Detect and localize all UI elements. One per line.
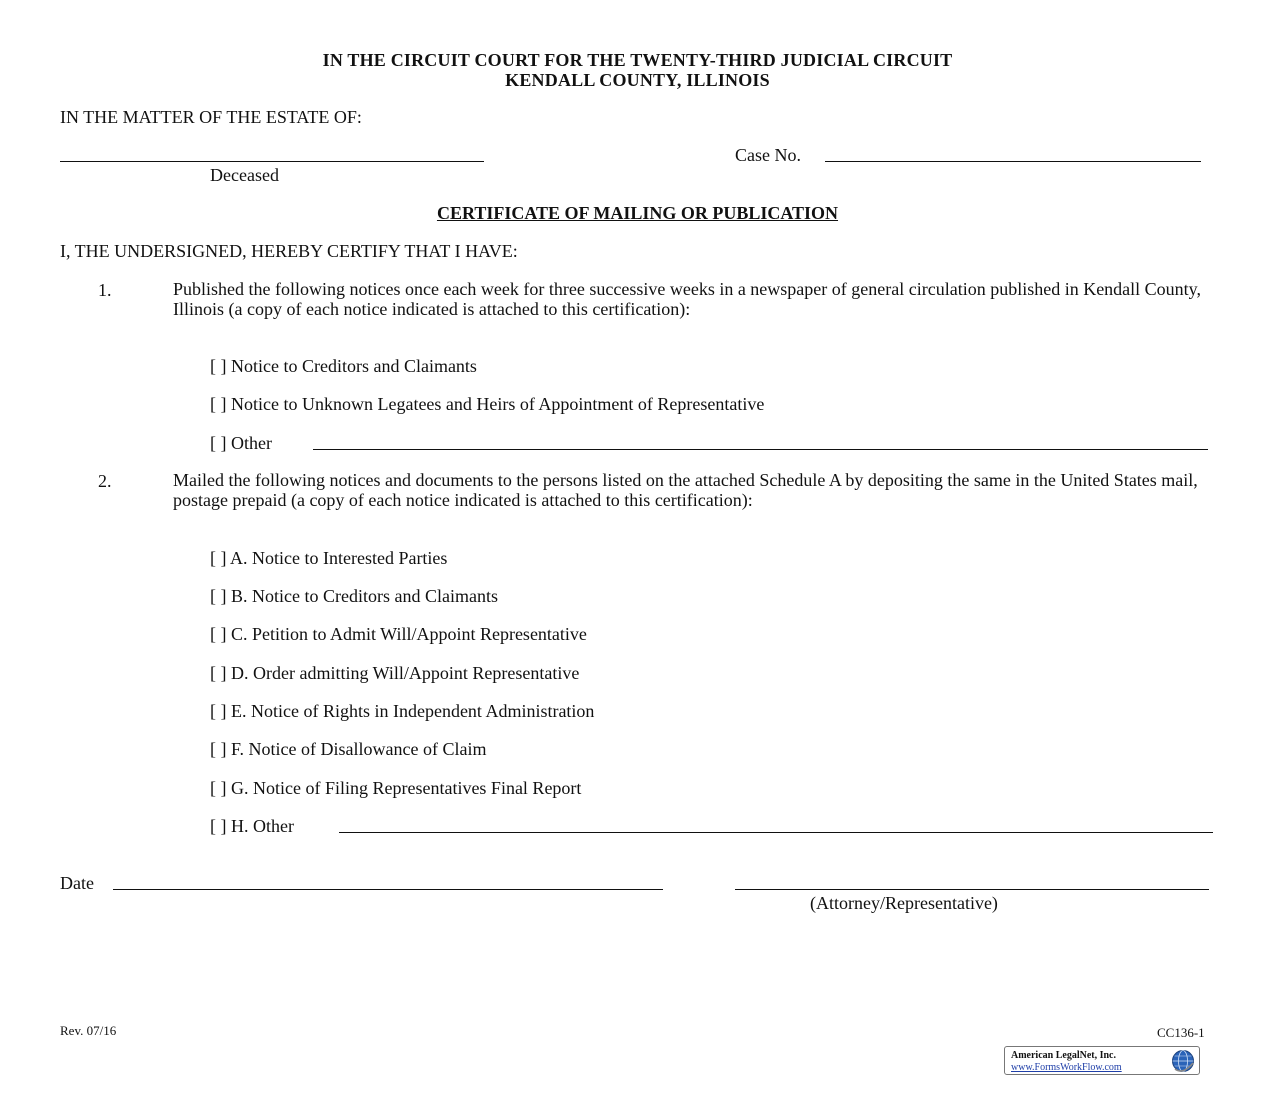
decedent-name-field[interactable] — [60, 161, 484, 162]
option-notice-unknown-legatees[interactable]: [ ] Notice to Unknown Legatees and Heirs of Appointment of Representative — [210, 394, 765, 414]
option-g-final-report[interactable]: [ ] G. Notice of Filing Representatives Final Report — [210, 778, 582, 798]
option-h-other-mailed[interactable]: [ ] H. Other — [210, 816, 294, 836]
date-field[interactable] — [113, 889, 663, 890]
attorney-representative-label: (Attorney/Representative) — [810, 893, 998, 913]
section-1-number: 1. — [98, 280, 112, 300]
document-title: CERTIFICATE OF MAILING OR PUBLICATION — [436, 203, 839, 223]
vendor-name: American LegalNet, Inc. — [1011, 1050, 1116, 1061]
section-1-text: Published the following notices once each week for three successive weeks in a newspaper of general circulation published in Kendall County, Illinois (a copy of each notice indicated is attached to this certification): — [173, 279, 1202, 319]
vendor-logo[interactable] — [1004, 1046, 1200, 1075]
option-f-disallowance-claim[interactable]: [ ] F. Notice of Disallowance of Claim — [210, 739, 487, 759]
revision-label: Rev. 07/16 — [60, 1023, 117, 1038]
case-no-label: Case No. — [735, 145, 801, 165]
section-2-number: 2. — [98, 471, 112, 491]
section-2-text: Mailed the following notices and documents to the persons listed on the attached Schedule A by depositing the same in the United States mail, postage prepaid (a copy of each notice indicated is attached to this certification): — [173, 470, 1198, 510]
date-label: Date — [60, 873, 94, 893]
option-b-creditors-claimants[interactable]: [ ] B. Notice to Creditors and Claimants — [210, 586, 498, 606]
option-e-rights-independent-admin[interactable]: [ ] E. Notice of Rights in Independent Administration — [210, 701, 595, 721]
other-mailed-field[interactable] — [339, 832, 1213, 833]
option-notice-creditors-claimants[interactable]: [ ] Notice to Creditors and Claimants — [210, 356, 477, 376]
county-heading: KENDALL COUNTY, ILLINOIS — [505, 70, 770, 90]
option-other-published[interactable]: [ ] Other — [210, 433, 272, 453]
signature-line[interactable] — [735, 889, 1209, 890]
form-code: CC136-1 — [1157, 1025, 1205, 1040]
option-c-petition-admit-will[interactable]: [ ] C. Petition to Admit Will/Appoint Representative — [210, 624, 587, 644]
option-d-order-admitting-will[interactable]: [ ] D. Order admitting Will/Appoint Representative — [210, 663, 580, 683]
certify-statement: I, THE UNDERSIGNED, HEREBY CERTIFY THAT I HAVE: — [60, 241, 518, 261]
other-published-field[interactable] — [313, 449, 1208, 450]
case-no-field[interactable] — [825, 161, 1201, 162]
option-a-interested-parties[interactable]: [ ] A. Notice to Interested Parties — [210, 548, 448, 568]
estate-of-label: IN THE MATTER OF THE ESTATE OF: — [60, 107, 362, 127]
vendor-url[interactable]: www.FormsWorkFlow.com — [1011, 1062, 1122, 1073]
court-heading: IN THE CIRCUIT COURT FOR THE TWENTY-THIRD JUDICIAL CIRCUIT — [322, 50, 953, 70]
deceased-label: Deceased — [210, 165, 279, 185]
globe-icon — [1171, 1049, 1195, 1073]
